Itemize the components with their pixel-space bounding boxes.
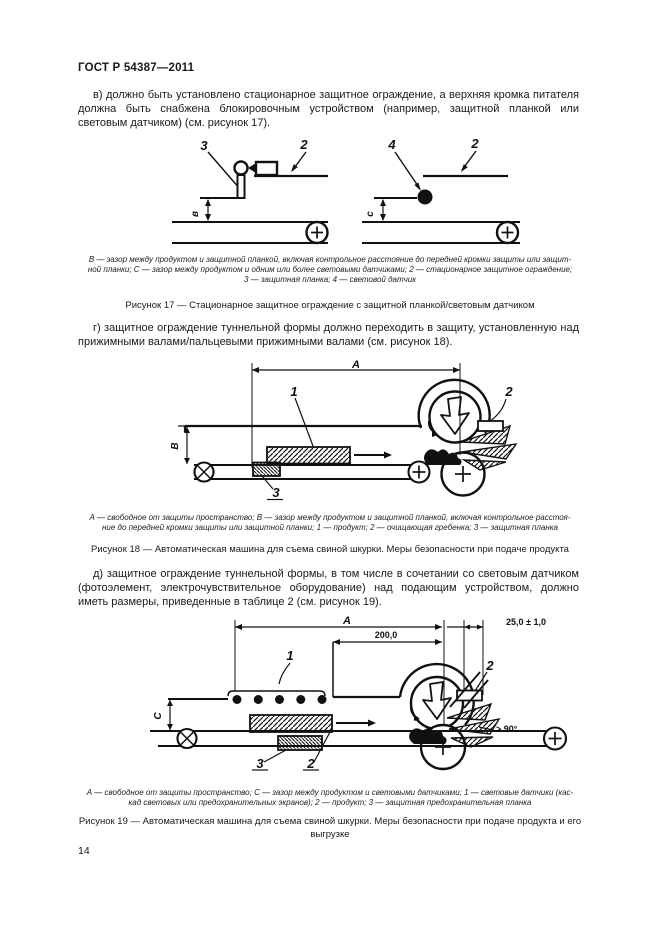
fig17-dim-b: в <box>190 210 201 218</box>
paragraph-d: д) защитное ограждение туннельной формы, в том числе в сочетании со световым датчиком (фотоэлемент, электрочувствительное оборудование) над подающим устройством, должно иметь размеры, приведенные в таблице 2 (см. рисунок 19). <box>78 568 579 608</box>
fig17-right-diagram <box>362 151 520 243</box>
legend-line: ние до передней кромки защиты или защитной планки; 1 — продукт; 2 — очищающая гребенка; 3 — защитная планка <box>102 523 558 532</box>
paragraph-g: г) защитное ограждение туннельной формы должно переходить в защиту, установленную над прижимными валами/пальцевыми прижимными валами (см. рисунок 18). <box>78 322 579 348</box>
fig17-protective-bar <box>238 175 245 198</box>
fig19-label-3: 3 <box>256 756 264 771</box>
fig18-dim-b: В <box>170 442 181 450</box>
fig19-dim-200: 200,0 <box>374 630 398 640</box>
fig18-label-1: 1 <box>290 384 298 399</box>
fig17-left-arrowheads <box>205 163 298 221</box>
fig19-dimensions <box>235 620 483 729</box>
fig19-product <box>250 715 332 732</box>
fig18-product <box>267 447 350 464</box>
figure-18-caption: Рисунок 18 — Автоматическая машина для съема свиной шкурки. Меры безопасности при подаче продукта <box>91 544 569 555</box>
fig17-bar-hinge <box>235 162 248 175</box>
fig17-label-3: 3 <box>200 138 208 153</box>
fig19-dim-a: А <box>343 615 351 627</box>
fig18-dim-a: А <box>352 359 360 371</box>
fig18-protective-bar <box>253 463 280 477</box>
figure-17-drawing <box>78 133 583 251</box>
fig19-angle-label: > 90° <box>496 724 518 734</box>
fig19-dim-25: 25,0 ± 1,0 <box>506 617 546 627</box>
legend-line: А — свободное от защиты пространство; В — зазор между продуктом и защитной планкой, включая контрольное расстоя- <box>89 513 571 522</box>
page-header: ГОСТ Р 54387—2011 <box>78 62 195 74</box>
fig19-sensor-dots <box>233 695 327 704</box>
paragraph-v: в) должно быть установлено стационарное защитное ограждение, а верхняя кромка питателя должна быть снабжена блокировочным устройством (например, защитной планкой или световым датчиком) (см. рисунок 17). <box>78 89 579 129</box>
fig17-label-2-left: 2 <box>300 137 308 152</box>
fig19-sensor-bracket <box>228 691 325 696</box>
legend-line: В — зазор между продуктом и защитной планкой, включая контрольное расстояние до передней кромки защиты или защит- <box>88 255 572 264</box>
figure-19-drawing <box>78 612 583 780</box>
fig19-label-2-top: 2 <box>486 658 494 673</box>
caption-line: Рисунок 19 — Автоматическая машина для съема свиной шкурки. Меры безопасности при подаче продукта и его <box>78 816 582 827</box>
fig19-dim-c: С <box>153 712 164 720</box>
fig19-label-1: 1 <box>286 648 294 663</box>
fig17-dim-c: с <box>365 211 376 217</box>
fig19-label-2-bottom: 2 <box>307 756 315 771</box>
caption-line: выгрузке <box>310 829 350 840</box>
figure-17-caption: Рисунок 17 — Стационарное защитное ограждение с защитной планкой/световым датчиком <box>125 300 535 311</box>
legend-line: А — свободное от защиты пространство; С — зазор между продуктом и световыми датчиками; 1 — световые датчики (кас- <box>86 788 574 797</box>
figure-19-legend <box>38 788 622 808</box>
fig17-label-4: 4 <box>388 137 396 152</box>
fig18-skin-mass <box>424 449 462 465</box>
fig17-left-diagram <box>172 152 328 243</box>
figure-18-drawing <box>78 358 583 508</box>
fig17-label-2-right: 2 <box>471 136 479 151</box>
fig19-protective-bar <box>278 736 322 750</box>
fig17-light-sensor-dot <box>418 190 433 205</box>
fig18-comb-plate <box>478 421 503 431</box>
fig18-label-2: 2 <box>505 384 513 399</box>
fig18-label-3: 3 <box>272 485 280 500</box>
legend-line: 3 — защитная планка; 4 — световой датчик <box>244 275 416 284</box>
figure-19-caption <box>38 815 622 841</box>
legend-line: ной планки; С — зазор между продуктом и одним или более световыми датчиками; 2 — стационарное защитное ограждение; <box>87 265 573 274</box>
legend-line: кад световых или предохранительных экранов); 2 — продукт; 3 — защитная предохранительная планка <box>128 798 532 807</box>
fig18-conveyor <box>194 462 430 483</box>
figure-17-legend <box>38 255 622 285</box>
figure-18-legend <box>38 513 622 533</box>
page-number: 14 <box>78 845 90 857</box>
